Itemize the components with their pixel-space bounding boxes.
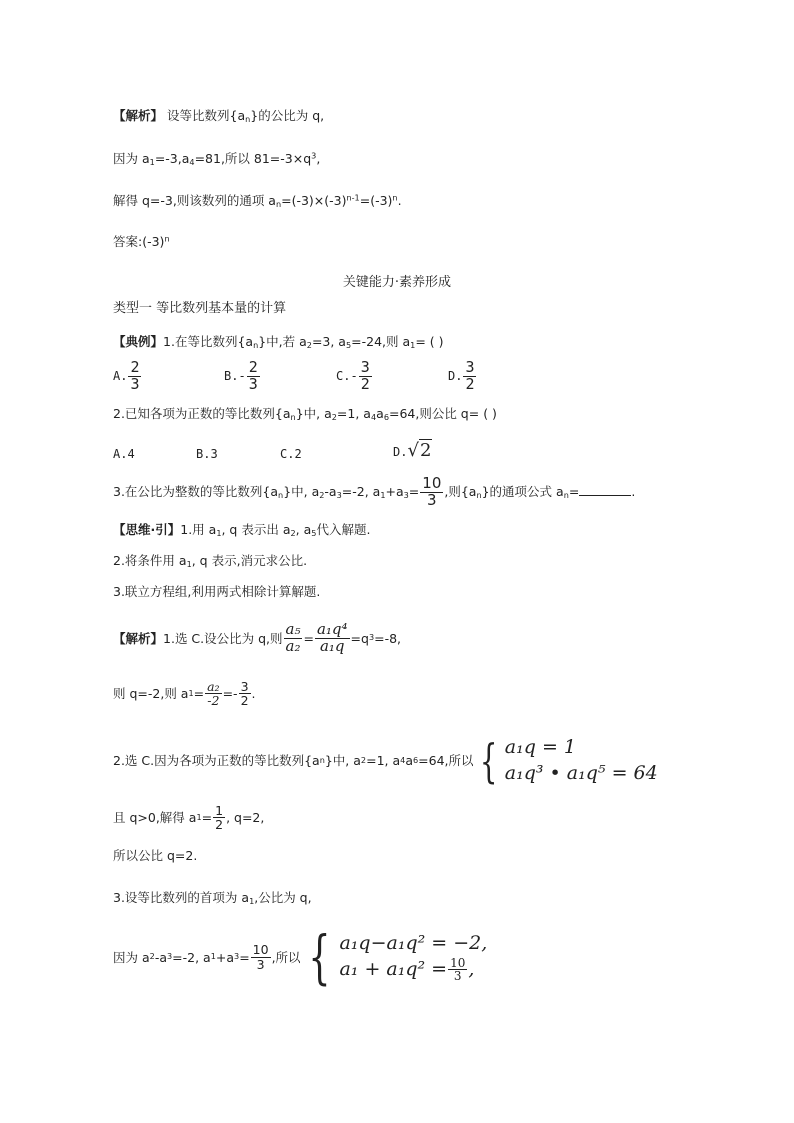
solution-tag: 【解析】: [113, 630, 164, 646]
analysis-tag: 【解析】: [113, 108, 164, 123]
example-tag: 【典例】: [113, 334, 164, 349]
choice-1d[interactable]: D. $\frac{3}{2}$: [448, 358, 475, 393]
answer-blank[interactable]: [579, 483, 631, 496]
solution-line-3b: 因为 a 2 -a 3 =-2, a 1 +a 3 = $\frac{10}{3}$ ,所以 { a₁q−a₁q² = −2, a₁ + a₁q² = $\frac{10}{3}$ ,: [113, 923, 488, 991]
analysis-line-1: 【解析】 设等比数列$\{a_n\}$的公比为 q,: [113, 108, 325, 125]
equation-system-1: { a₁q = 1 a₁q³ • a₁q⁵ = 64: [479, 733, 658, 788]
example-q2: 2.已知各项为正数的等比数列$\{a_n\}$中, $a_2=1$, $a_4a_6=64$,则公比 q= ( ): [113, 406, 497, 423]
solution-line-3: 3.设等比数列的首项为 $a_1$,公比为 q,: [113, 890, 312, 907]
thinking-line-2: 2.将条件用 $a_1$, q 表示,消元求公比.: [113, 553, 308, 570]
solution-line-2c: 所以公比 q=2.: [113, 848, 198, 863]
equation-system-2: { a₁q−a₁q² = −2, a₁ + a₁q² = $\frac{10}{3}$ ,: [307, 923, 488, 991]
choice-1b[interactable]: B.- $\frac{2}{3}$: [224, 358, 258, 393]
choice-1c[interactable]: C.- $\frac{3}{2}$: [336, 358, 370, 393]
thinking-line-3: 3.联立方程组,利用两式相除计算解题.: [113, 584, 321, 599]
section-heading: 关键能力·素养形成: [342, 275, 452, 290]
solution-line-1: 【解析】 1.选 C.设公比为 q,则 $\frac{\text{a₅}}{\text{a₂}}$ = $\frac{\text{a₁q⁴}}{\text{a₁q}}$ =q 3 =-8,: [113, 620, 402, 655]
choice-2b[interactable]: B.3: [196, 447, 218, 461]
analysis-line-2: 因为 $a_1=-3,a_4=81$,所以 $81=-3\times q^3$,: [113, 150, 321, 168]
solution-line-2: 2.选 C.因为各项为正数的等比数列{a n }中, a 2 =1, a 4 a 6 =64,所以 { a₁q = 1 a₁q³ • a₁q⁵ = 64: [113, 733, 658, 788]
example-q1: 【典例】1.在等比数列$\{a_n\}$中,若 $a_2=3$, $a_5=-24$,则 $a_1=$ ( ): [113, 334, 444, 351]
example-q3: 3.在公比为整数的等比数列$\{a_n\}$中, $a_2-a_3=-2$, $a_1+a_3=$ $\frac{10}{3}$ ,则$\{a_n\}$的通项公式 $a_n=$ .: [113, 474, 636, 509]
solution-line-2b: 且 q>0,解得 a 1 = $\frac{1}{2}$ , q=2,: [113, 803, 265, 833]
analysis-line-3: 解得 q=-3,则该数列的通项 $a_n=(-3)\times(-3)^{n-1}=(-3)^n$.: [113, 192, 402, 210]
answer-label: 答案:: [113, 234, 143, 249]
choice-2a[interactable]: A.4: [113, 447, 135, 461]
choice-2d[interactable]: D.√2: [393, 440, 432, 461]
choice-1a[interactable]: A. $\frac{2}{3}$: [113, 358, 140, 393]
answer-line: 答案$:(-3)^n$: [113, 233, 170, 249]
choice-2c[interactable]: C.2: [280, 447, 302, 461]
solution-line-1b: 则 q=-2,则 a 1 = $\frac{\text{a₂}}{-2}$ =- $\frac{3}{2}$ .: [113, 679, 256, 709]
answer-value: (-3): [142, 234, 165, 249]
thinking-tag: 【思维·引】: [113, 522, 181, 537]
thinking-line-1: 【思维·引】1.用 $a_1$, q 表示出 $a_2$, $a_5$代入解题.: [113, 522, 371, 539]
type-title: 类型一 等比数列基本量的计算: [113, 301, 287, 316]
